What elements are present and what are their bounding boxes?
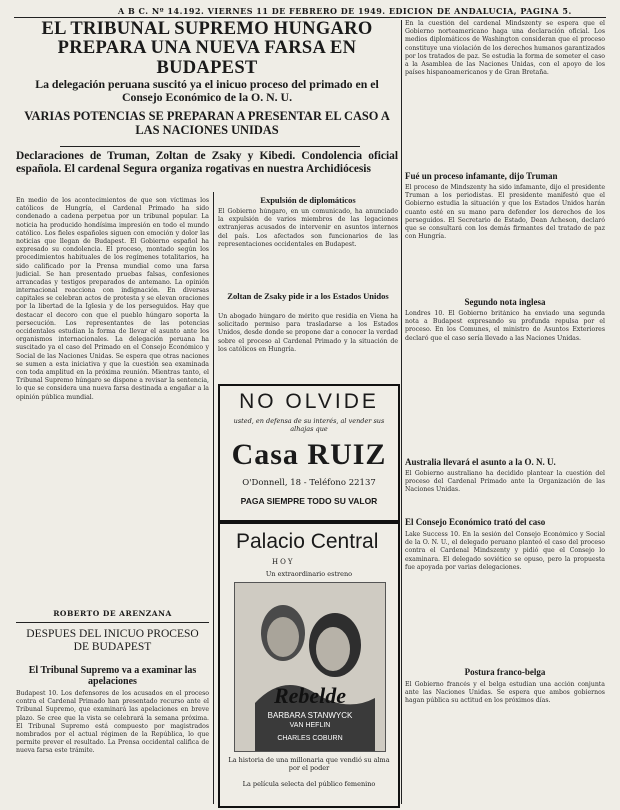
casa-ruiz-ad bbox=[218, 384, 400, 522]
ad-address: O'Donnell, 18 - Teléfono 22137 bbox=[242, 478, 376, 488]
truman-head: Fué un proceso infamante, dijo Truman bbox=[405, 171, 558, 181]
deck-declaraciones: Declaraciones de Truman, Zoltan de Zsaky y Kibedi. Condolencia oficial española. El cardenal Segura organiza rogativas en nuestra Archidiócesis bbox=[16, 150, 398, 175]
consejo-body: Lake Success 10. En la sesión del Consejo Económico y Social de la O. N. U., el delegado peruano planteó el caso del proceso contra el Cardenal Mindszenty y pidió que el Consejo lo examinara. El delegado soviético se opuso, pero la propuesta fue apoyada por varias delegaciones. bbox=[405, 531, 605, 571]
ad-no-olvide: NO OLVIDE bbox=[239, 390, 379, 413]
star-heflin: VAN HEFLIN bbox=[289, 722, 331, 729]
ad-subline: usted, en defensa de su interés, al vender sus alhajas que bbox=[233, 417, 385, 433]
column-rule-1 bbox=[213, 192, 214, 804]
zsaky-head: Zoltan de Zsaky pide ir a los Estados Unidos bbox=[227, 291, 389, 301]
main-headline: EL TRIBUNAL SUPREMO HUNGARO PREPARA UNA NUEVA FARSA EN BUDAPEST bbox=[41, 19, 373, 78]
ad-hoy: HOY bbox=[272, 558, 295, 566]
ad-slogan: PAGA SIEMPRE TODO SU VALOR bbox=[240, 496, 378, 506]
column-rule-2 bbox=[401, 20, 402, 804]
franco-belga-body: El Gobierno francés y el belga estudian una acción conjunta ante las Naciones Unidas. Se espera que ambos gobiernos hagan pública su actitud en los próximos días. bbox=[405, 681, 605, 705]
australia-head: Australia llevará el asunto a la O. N. U. bbox=[405, 457, 556, 467]
australia-body: El Gobierno australiano ha decidido plantear la cuestión del proceso del Cardenal Primado ante la Organización de las Naciones Unidas. bbox=[405, 470, 605, 494]
franco-belga-head: Postura franco-belga bbox=[464, 667, 546, 677]
truman-body: El proceso de Mindszenty ha sido infamante, dijo el presidente Truman a los periodistas. El presidente manifestó que el Gobierno estudia la situación y que los Estados Unidos harán cuanto esté en su mano para defender los derechos de los perseguidos. El Secretario de Estado, Dean Acheson, declaró que se consultará con los demás firmantes del tratado de paz con Hungría. bbox=[405, 184, 605, 241]
deck-rule bbox=[60, 146, 360, 147]
page-header: A B C. Nº 14.192. VIERNES 11 DE FEBRERO DE 1949. EDICION DE ANDALUCIA, PAGINA 5. bbox=[118, 6, 572, 16]
star-coburn: CHARLES COBURN bbox=[277, 735, 343, 742]
budapest-headline: DESPUES DEL INICUO PROCESO DE BUDAPEST bbox=[26, 628, 199, 653]
ad-footer-story: La historia de una millonaria que vendió su alma por el poder bbox=[228, 756, 390, 773]
header-rule bbox=[14, 17, 606, 18]
nota-inglesa-body: Londres 10. El Gobierno británico ha enviado una segunda nota a Budapest expresando su profunda repulsa por el proceso. En los Comunes, el ministro de Asuntos Exteriores declaró que el caso sería llevado a las Naciones Unidas. bbox=[405, 310, 605, 342]
star-stanwyck: BARBARA STANWYCK bbox=[267, 711, 353, 720]
budapest-body: Budapest 10. Los defensores de los acusados en el proceso contra el Cardenal Primado han presentado recurso ante el Tribunal Supremo, que examinará las apelaciones en breve plazo. Se cree que la vista se celebrará la semana próxima. El Tribunal Supremo está compuesto por magistrados nombrados por el actual régimen de la República, lo que permite prever el resultado. La Prensa occidental califica de nueva farsa este trámite. bbox=[16, 690, 209, 755]
consejo-head: El Consejo Económico trató del caso bbox=[405, 517, 546, 527]
film-title: Rebelde bbox=[273, 683, 347, 708]
main-article-body: En medio de los acontecimientos de que son víctimas los católicos de Hungría, el Cardenal Primado ha sido condenado a cadena perpetua por un tribunal popular. La noticia ha producido hondísima impresión en todo el mundo católico. Los fieles españoles siguen con emoción y dolor las noticias que llegan de Budapest. El Gobierno español ha expresado su condolencia. El proceso, montado según los procedimientos habituales de los regímenes totalitarios, ha sido calificado por la Prensa mundial como una farsa judicial. Se han presentado pruebas falsas, confesiones arrancadas y testigos preparados de antemano. La opinión internacional reacciona con indignación. En diversas capitales se celebran actos de protesta y se elevan oraciones por la libertad de la Iglesia y de los perseguidos. Hay que destacar el decoro con que el pueblo húngaro soporta la persecución. Los representantes de las potencias occidentales estudian la forma de llevar el asunto ante los organismos internacionales. La delegación peruana ha suscitado ya el caso del Primado en el Consejo Económico y Social de las Naciones Unidas. Se espera que otras naciones se sumen a esta iniciativa y que la cuestión sea examinada con toda amplitud en la próxima reunión. Mientras tanto, el Tribunal Supremo húngaro se dispone a revisar la sentencia, lo que se considera una nueva farsa destinada a engañar a la opinión pública mundial. bbox=[16, 197, 209, 401]
film-poster bbox=[234, 582, 386, 752]
deck-potencias: VARIAS POTENCIAS SE PREPARAN A PRESENTAR EL CASO A LAS NACIONES UNIDAS bbox=[24, 109, 390, 137]
byline: ROBERTO DE ARENZANA bbox=[53, 609, 172, 618]
deck-peru: La delegación peruana suscitó ya el inicuo proceso del primado en el Consejo Económico de la O. N. U. bbox=[35, 77, 379, 104]
expulsion-head: Expulsión de diplomáticos bbox=[260, 195, 356, 205]
ad-tagline: Un extraordinario estreno bbox=[265, 570, 353, 578]
ad-casa-ruiz: Casa RUIZ bbox=[231, 438, 387, 471]
nota-inglesa-head: Segundo nota inglesa bbox=[464, 297, 546, 307]
zsaky-body: Un abogado húngaro de mérito que residía en Viena ha solicitado permiso para trasladarse a los Estados Unidos, desde donde se propone dar a conocer la verdad sobre el proceso al Cardenal Primado y la situación de los católicos en Hungría. bbox=[218, 313, 398, 353]
ad-theater: Palacio Central bbox=[236, 530, 379, 553]
expulsion-body: El Gobierno húngaro, en un comunicado, ha anunciado la expulsión de varios miembros de las legaciones extranjeras acusados de intervenir en asuntos internos del país. Los afectados son funcionarios de las representaciones occidentales en Budapest. bbox=[218, 208, 398, 248]
budapest-subhead: El Tribunal Supremo va a examinar las apelaciones bbox=[28, 665, 197, 687]
ad-footer-public: La película selecta del público femenino bbox=[242, 780, 376, 788]
palacio-central-ad bbox=[218, 522, 400, 808]
col1-rule bbox=[16, 622, 209, 623]
col3-top-body: En la cuestión del cardenal Mindszenty se espera que el Gobierno norteamericano haga una declaración oficial. Los medios diplomáticos de Washington consideran que el proceso constituye una violación de los derechos humanos garantizados por los tratados de paz. Se estudia la forma de someter el caso a la Asamblea de las Naciones Unidas, con el apoyo de los países hispanoamericanos y de Gran Bretaña. bbox=[405, 20, 605, 77]
